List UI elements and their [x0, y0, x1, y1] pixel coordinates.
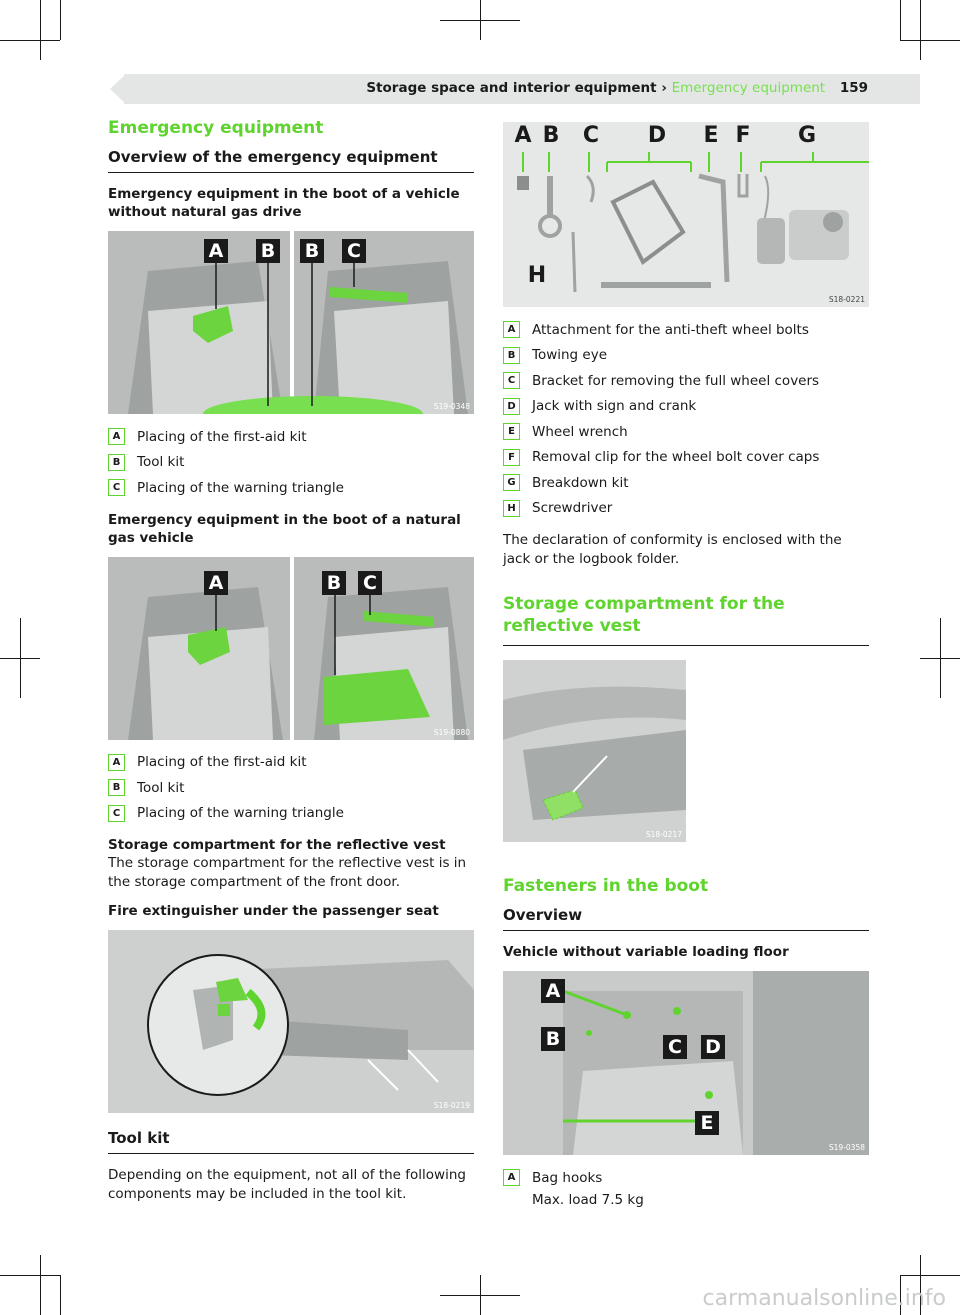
legend-text: Screwdriver [532, 500, 613, 517]
figure-code: S19-0358 [828, 1143, 865, 1152]
figure-code: S19-0348 [433, 402, 470, 411]
legend-item [503, 394, 869, 420]
legend-key: G [503, 474, 520, 491]
figure-label: D [647, 123, 667, 148]
overview-heading: Overview of the emergency equipment [108, 148, 474, 173]
legend-subtext: Max. load 7.5 kg [532, 1191, 644, 1208]
legend-item [503, 1165, 869, 1191]
legend-list [108, 750, 474, 827]
legend-text: Bag hooks [532, 1169, 603, 1186]
legend-key: B [108, 779, 125, 796]
legend-text: Breakdown kit [532, 474, 629, 491]
legend-key: A [108, 754, 125, 771]
legend-item [108, 750, 474, 776]
legend-item [503, 419, 869, 445]
figure-label: B [542, 123, 560, 148]
legend-key: A [108, 428, 125, 445]
legend-text: Removal clip for the wheel bolt cover caps [532, 449, 820, 466]
legend-key: E [503, 423, 520, 440]
fire-extinguisher-figure [108, 930, 474, 1113]
overview-heading: Overview [503, 906, 869, 931]
legend-text: Placing of the first-aid kit [137, 754, 307, 771]
running-header [366, 80, 868, 96]
figure-code: S18-0217 [645, 830, 682, 839]
figure-label: A [204, 239, 228, 263]
toolkit-text: Depending on the equipment, not all of the following components may be included in the tool kit. [108, 1167, 466, 1202]
figure-label: E [703, 123, 719, 148]
legend-key: C [108, 805, 125, 822]
figure-label: B [322, 571, 346, 595]
figure-label: A [204, 571, 228, 595]
fasteners-title: Fasteners in the boot [503, 876, 709, 896]
legend-item [503, 317, 869, 343]
header-separator: › [661, 80, 667, 96]
left-column [108, 118, 474, 1214]
legend-item [108, 775, 474, 801]
toolkit-heading: Tool kit [108, 1129, 474, 1154]
legend-text: Placing of the first-aid kit [137, 428, 307, 445]
figure-label: C [582, 123, 600, 148]
legend-key: B [108, 454, 125, 471]
figure-label: B [300, 239, 324, 263]
vest-section-title: Storage compartment for the reflective vest [503, 593, 869, 646]
fire-heading: Fire extinguisher under the passenger seat [108, 903, 439, 919]
legend-key: A [503, 321, 520, 338]
conformity-text: The declaration of conformity is enclosed with the jack or the logbook folder. [503, 532, 842, 567]
header-section: Storage space and interior equipment [366, 80, 657, 96]
figure-label: B [256, 239, 280, 263]
boot-illustration [108, 231, 474, 414]
figure-label: G [797, 123, 817, 148]
figure-label: E [695, 1111, 719, 1135]
header-subsection: Emergency equipment [671, 80, 826, 96]
vest-heading: Storage compartment for the reflective vest [108, 837, 446, 853]
legend-item [108, 450, 474, 476]
figure-label: F [735, 123, 751, 148]
legend-list [503, 1165, 869, 1210]
legend-item [108, 475, 474, 501]
figure-label: A [541, 979, 565, 1003]
legend-text: Wheel wrench [532, 423, 628, 440]
figure-label: A [514, 123, 532, 148]
figure-caption: Vehicle without variable loading floor [503, 944, 789, 960]
legend-text: Tool kit [137, 454, 185, 471]
figure-label: C [358, 571, 382, 595]
legend-text: Placing of the warning triangle [137, 479, 344, 496]
legend-text: Towing eye [532, 347, 608, 364]
door-illustration [503, 660, 686, 842]
legend-key: A [503, 1169, 520, 1186]
legend-text: Placing of the warning triangle [137, 805, 344, 822]
right-column [503, 118, 869, 1220]
boot-figure-1 [108, 231, 474, 414]
page-number: 159 [839, 80, 868, 96]
fasteners-figure [503, 971, 869, 1155]
legend-key: F [503, 449, 520, 466]
figure-label: B [541, 1027, 565, 1051]
figure-code: S18-0221 [828, 295, 865, 304]
figure-code: S19-0880 [433, 727, 470, 737]
legend-text: Tool kit [137, 779, 185, 796]
figure-label: D [701, 1035, 725, 1059]
legend-item [503, 368, 869, 394]
legend-text: Attachment for the anti-theft wheel bolts [532, 321, 809, 338]
figure-label: C [342, 239, 366, 263]
seat-illustration [108, 930, 474, 1113]
tool-kit-figure [503, 122, 869, 307]
boot-illustration [108, 557, 474, 740]
legend-item [503, 496, 869, 522]
legend-key: C [503, 372, 520, 389]
section-title: Emergency equipment [108, 118, 324, 138]
legend-item [503, 445, 869, 471]
figure-caption: Emergency equipment in the boot of a vehicle without natural gas drive [108, 186, 460, 220]
legend-key: H [503, 500, 520, 517]
legend-text: Jack with sign and crank [532, 398, 697, 415]
legend-item [503, 470, 869, 496]
vest-figure [503, 660, 686, 842]
boot-figure-2 [108, 557, 474, 740]
watermark: carmanualsonline.info [702, 1286, 946, 1311]
legend-item [108, 424, 474, 450]
figure-caption: Emergency equipment in the boot of a natural gas vehicle [108, 511, 461, 546]
legend-key: B [503, 347, 520, 364]
tool-kit-illustration [503, 122, 869, 307]
figure-code: S18-0219 [433, 1101, 470, 1110]
legend-item [108, 801, 474, 827]
legend-list [108, 424, 474, 501]
legend-text: Bracket for removing the full wheel covers [532, 372, 820, 389]
figure-label: C [663, 1035, 687, 1059]
vest-text: The storage compartment for the reflective vest is in the storage compartment of the front door. [108, 855, 467, 890]
legend-item [503, 343, 869, 369]
legend-list [503, 317, 869, 521]
legend-key: C [108, 479, 125, 496]
legend-key: D [503, 398, 520, 415]
figure-label: H [527, 263, 547, 288]
